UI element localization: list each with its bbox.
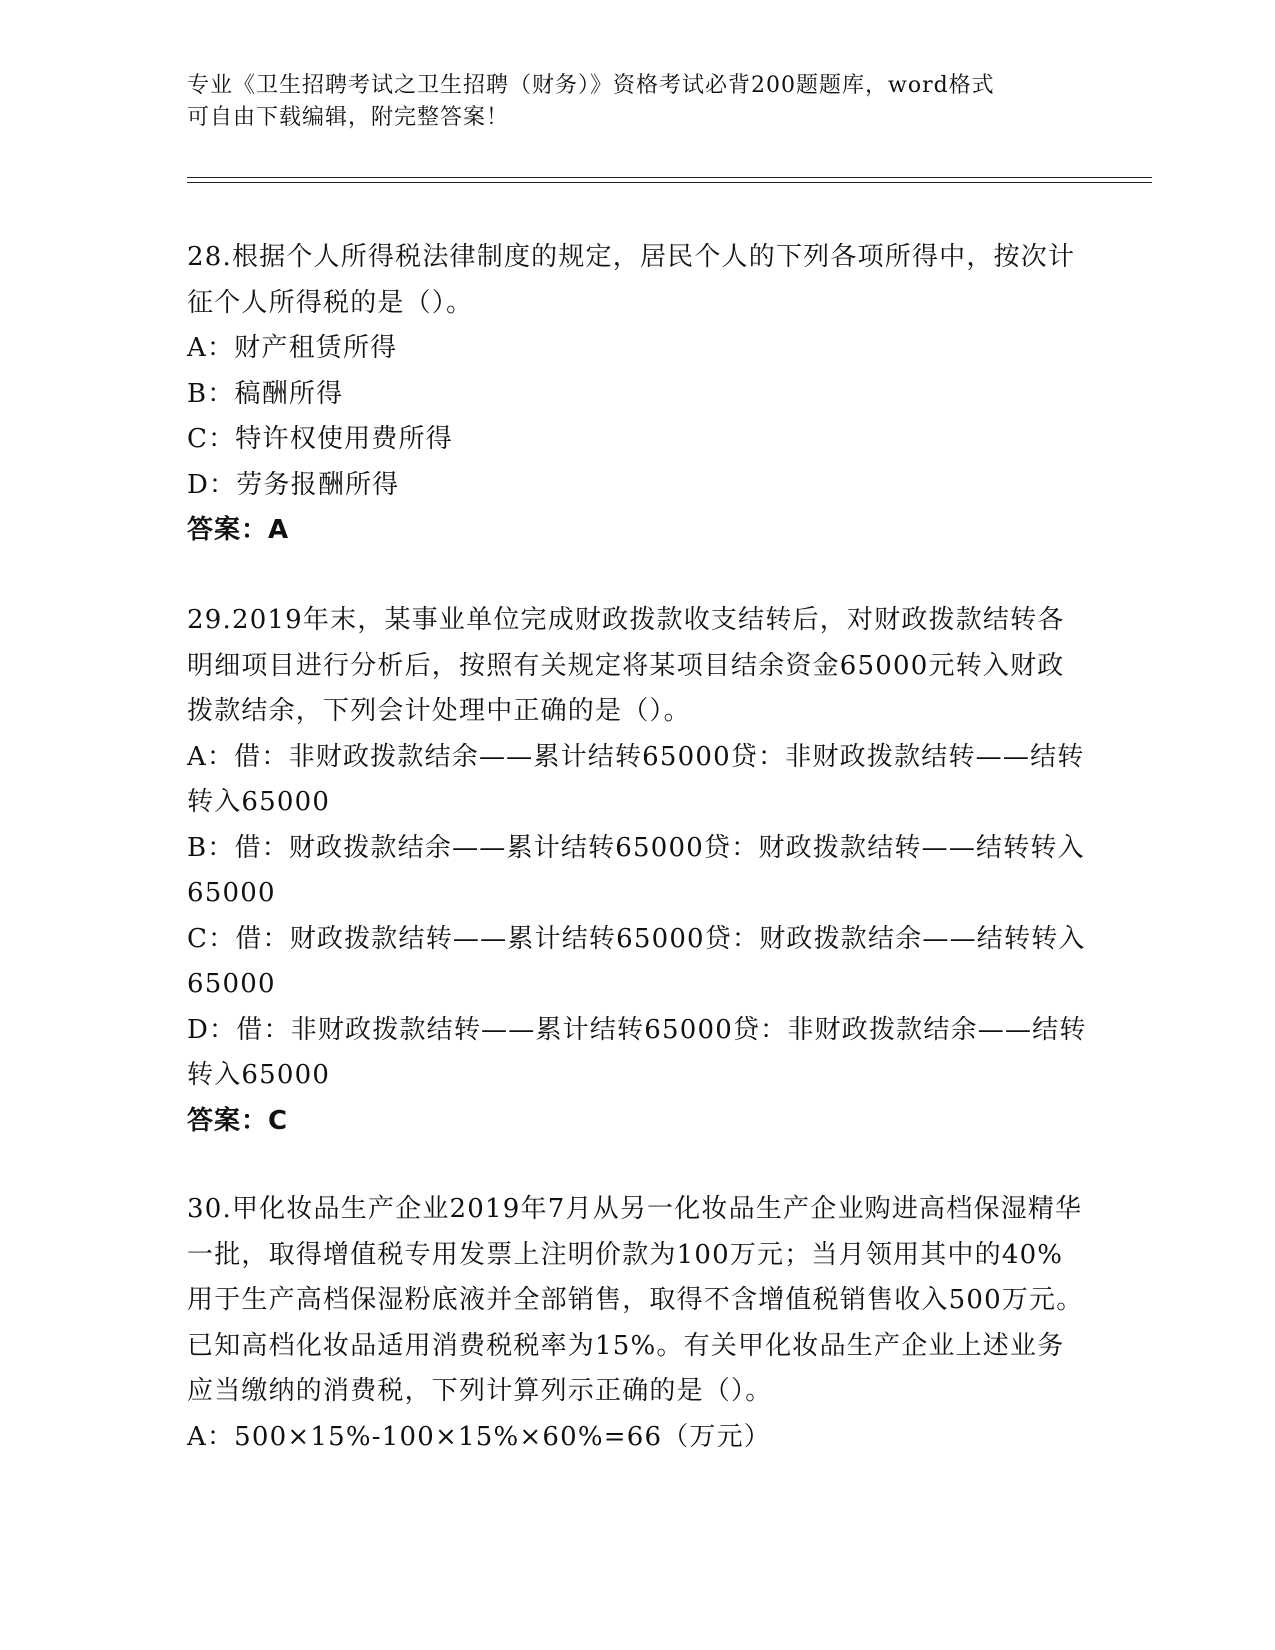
header-divider-top — [187, 177, 1152, 178]
option-a: A：500×15%-100×15%×60%=66（万元） — [187, 1421, 772, 1452]
question-stem: 28.根据个人所得税法律制度的规定，居民个人的下列各项所得中，按次计征个人所得税的是（）。 — [187, 242, 1076, 318]
option-d: D：借：非财政拨款结转——累计结转65000贷：非财政拨款结余——结转转入65000 — [187, 1014, 1087, 1090]
header-line-1: 专业《卫生招聘考试之卫生招聘（财务）》资格考试必背200题题库，word格式 — [187, 73, 995, 98]
header-divider-bottom — [187, 182, 1152, 183]
question-stem: 29.2019年末，某事业单位完成财政拨款收支结转后，对财政拨款结转各明细项目进行分析后，按照有关规定将某项目结余资金65000元转入财政拨款结余，下列会计处理中正确的是（）。 — [187, 605, 1065, 726]
option-a: A：财产租赁所得 — [187, 333, 398, 363]
question-28 — [187, 235, 1087, 554]
answer-line: 答案：C — [187, 1105, 289, 1136]
answer-line: 答案：A — [187, 515, 290, 545]
option-b: B：稿酬所得 — [187, 378, 344, 409]
document-header — [187, 70, 1077, 134]
header-line-2: 可自由下载编辑，附完整答案！ — [187, 105, 510, 130]
option-c: C：特许权使用费所得 — [187, 424, 453, 454]
option-b: B：借：财政拨款结余——累计结转65000贷：财政拨款结转——结转转入65000 — [187, 832, 1085, 908]
option-d: D：劳务报酬所得 — [187, 469, 400, 500]
question-30 — [187, 1187, 1087, 1460]
option-a: A：借：非财政拨款结余——累计结转65000贷：非财政拨款结转——结转转入65000 — [187, 741, 1085, 817]
option-c: C：借：财政拨款结转——累计结转65000贷：财政拨款结余——结转转入65000 — [187, 923, 1086, 999]
question-29 — [187, 598, 1087, 1144]
question-stem: 30.甲化妆品生产企业2019年7月从另一化妆品生产企业购进高档保湿精华一批，取得增值税专用发票上注明价款为100万元；当月领用其中的40%用于生产高档保湿粉底液并全部销售，取得不含增值税销售收入500万元。已知高档化妆品适用消费税税率为15%。有关甲化妆品生产企业上述业务应当缴纳的消费税，下列计算列示正确的是（）。 — [187, 1194, 1084, 1406]
